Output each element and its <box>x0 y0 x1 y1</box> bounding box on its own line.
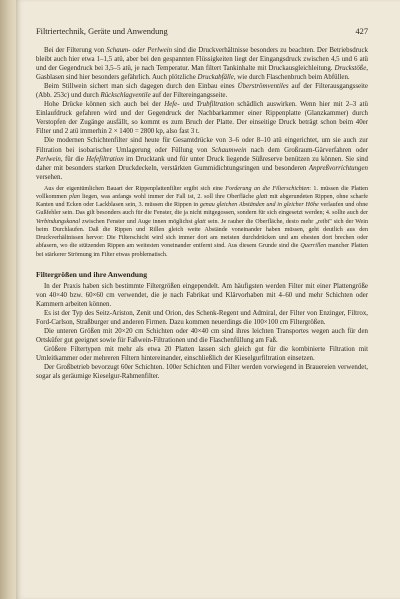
emphasis: genau gleichen Abständen und in gleicher Höhe <box>199 202 319 209</box>
emphasis: Druckstöße <box>334 65 367 73</box>
book-page <box>16 0 400 599</box>
text-run: Die modernen Schichtenfilter sind heute für Gesamtdrücke von 3–6 oder 8–10 atü eingerichtet, um sie auch zur Filtration bei isobarischer Umlagerung oder Füllung von <box>36 137 368 154</box>
emphasis: Hefefiltration <box>86 155 124 163</box>
text-run: verlaufen und ohne Gußfehler sein. Das gilt besonders auch für die Fenster, die ja nicht mitgegossen, sondern für sich eingesetzt werden; 4. sollte auch der <box>36 202 368 217</box>
text-run: Bei der Filterung von <box>44 47 107 54</box>
text-run: sein. Je rauher die Oberfläche, desto mehr „reibt" sich der Wein beim Durchlaufen. Daß die Rippen und Rillen gleich weite Abstände voneinander haben müssen, geht deutlich aus den Druckverhältnissen hervor: Die Filterschicht wird sich immer dort am meisten durchdrücken und am ehesten dort brechen oder abfasern, wo die stützenden Rippen am weitesten voneinander entfernt sind. Aus diesem Grunde sind die <box>36 218 368 250</box>
paragraph-schaumwein <box>36 46 368 82</box>
book-spine-shadow <box>0 0 16 599</box>
running-header-title: Filtriertechnik, Geräte und Anwendung <box>36 27 168 36</box>
emphasis: Forderung an die Filterschichten <box>225 185 310 192</box>
emphasis: plan <box>69 193 80 200</box>
paragraph-rippenplatten-note <box>36 185 368 259</box>
page-content <box>36 46 368 382</box>
text-run: , für die <box>60 155 87 163</box>
paragraph-filtergroessen: In der Praxis haben sich bestimmte Filtergrößen eingependelt. Am häufigsten werden Filter mit einer Plattengröße von 40×40 bzw. 60×60 cm verwendet, die je nach Fabrikat und Klärvorhaben mit 4–60 und mehr Schichten oder Kammern arbeiten können. <box>36 283 368 309</box>
text-run: , Gasblasen sind hier besonders gefährlich. Auch plötzliche <box>36 65 368 82</box>
text-run: Aus der eigentümlichen Bauart der Rippenplattenfilter ergibt sich eine <box>44 185 226 192</box>
emphasis: Rückschlagventile <box>100 92 151 100</box>
text-run: zwischen Fenster und Auge innen möglichst <box>80 218 195 225</box>
paragraph-filtertypen: Es ist der Typ des Seitz-Ariston, Zenit und Orion, des Schenk-Regent und Admiral, der Filter von Enzinger, Filtrox, Ford-Carlson, Straßburger und anderen Firmen. Dazu kommen neuerdings die 100×100 cm Filtergrößen. <box>36 310 368 327</box>
text-run: auf der Filtereingangsseite. <box>150 92 228 100</box>
text-run: Hohe Drücke können sich auch bei der <box>44 101 165 109</box>
emphasis: Querrillen <box>300 243 327 250</box>
emphasis: Verbindungskanal <box>36 218 81 225</box>
emphasis: Schaumwein <box>211 146 247 154</box>
paragraph-schichtenfilter <box>36 136 368 181</box>
text-run: schädlich auswirken. Wenn hier mit 2–3 atü Einlaufdruck gefahren wird und der Gegendruck der Nachbarkammer einer Rippenplatte (Glanzkammer) durch Verstopfen der Zugänge ausfällt, so kommt es zum Bruch der Platte. Der einseitige Druck beträgt schon beim 40er Filter und 2 atü immerhin 2 × 1400 = 2800 kp, also fast 3 t. <box>36 101 368 136</box>
paragraph-grossbetrieb: Der Großbetrieb bevorzugt 60er Schichten. 100er Schichten und Filter werden vorwiegend in Brauereien verwendet, sogar als geräumige Kieselgur-Rahmenfilter. <box>36 364 368 381</box>
emphasis: Schaum- oder Perlwein <box>106 47 173 54</box>
emphasis: Überströmventiles <box>237 83 289 91</box>
text-run: auf der Filterausgangsseite (Abb. 253c) und durch <box>36 83 368 100</box>
emphasis: Druckabfälle <box>197 74 234 82</box>
text-run: mit abgerundeten Rippen, ohne scharfe Kanten und Ecken oder Lackblasen sein, 3. müssen die Rippen in <box>36 193 368 209</box>
paragraph-stillwein <box>36 82 368 100</box>
paragraph-groessere-filtertypen: Größere Filtertypen mit mehr als etwa 20 Platten lassen sich gleich gut für die kombinierte Filtration mit Umleitkammer oder mehreren Filtern hintereinander, einschließlich der Kieselgurfiltration einsetzen. <box>36 346 368 363</box>
text-run: Beim Stillwein sichert man sich dagegen durch den Einbau eines <box>44 83 238 91</box>
text-run: : 1. müssen die Platten vollkommen <box>36 185 368 200</box>
text-run: versehen. <box>36 173 63 181</box>
text-run: nach dem Großraum-Gärverfahren oder <box>246 146 368 154</box>
emphasis: glatt <box>256 193 268 200</box>
text-run: im Drucktank und für unter Druck liegende Süßreserve benützen zu können. Sie sind daher mit besonders starken Druckdeckeln, verstärkten Gummidichtungsringen und besonderen <box>36 155 368 172</box>
page-number: 427 <box>355 27 368 36</box>
emphasis: Perlwein <box>36 155 61 163</box>
emphasis: Hefe- und Trubfiltration <box>164 101 235 109</box>
running-header <box>36 27 368 39</box>
text-run: liegen, was anfangs wohl immer der Fall ist, 2. soll ihre Oberfläche <box>79 193 257 200</box>
text-run: sind die Druckverhältnisse besonders zu beachten. Der Betriebsdruck bleibt auch hier etwa 1–1,5 atü, aber bei den gespannten Flüssigkeiten liegt der Eingangsdruck zwischen 4,5 und 6 atü und der Gegendruck bei 3,5–5 atü, je nach Temperatur. Man filtert Tankinhalte mit Druckausgleichleitung. <box>36 47 368 73</box>
section-heading: Filtergrößen und ihre Anwendung <box>36 269 148 279</box>
emphasis: Anpreßvorrichtungen <box>308 164 368 172</box>
paragraph-hohe-druecke <box>36 100 368 136</box>
paragraph-untere-groessen: Die unteren Größen mit 20×20 cm Schichten oder 40×40 cm sind ihres leichten Transportes wegen auch für den Ortsküfer gut geeignet sowie für Faßwein-Filtrationen und die Flaschenfüllung am Faß. <box>36 328 368 345</box>
text-run: mancher Platten bei stärkerer Strömung im Filter etwas problematisch. <box>36 243 368 258</box>
emphasis: glatt <box>194 218 206 225</box>
text-run: , wie durch Flaschenbruch beim Abfüllen. <box>233 74 350 82</box>
